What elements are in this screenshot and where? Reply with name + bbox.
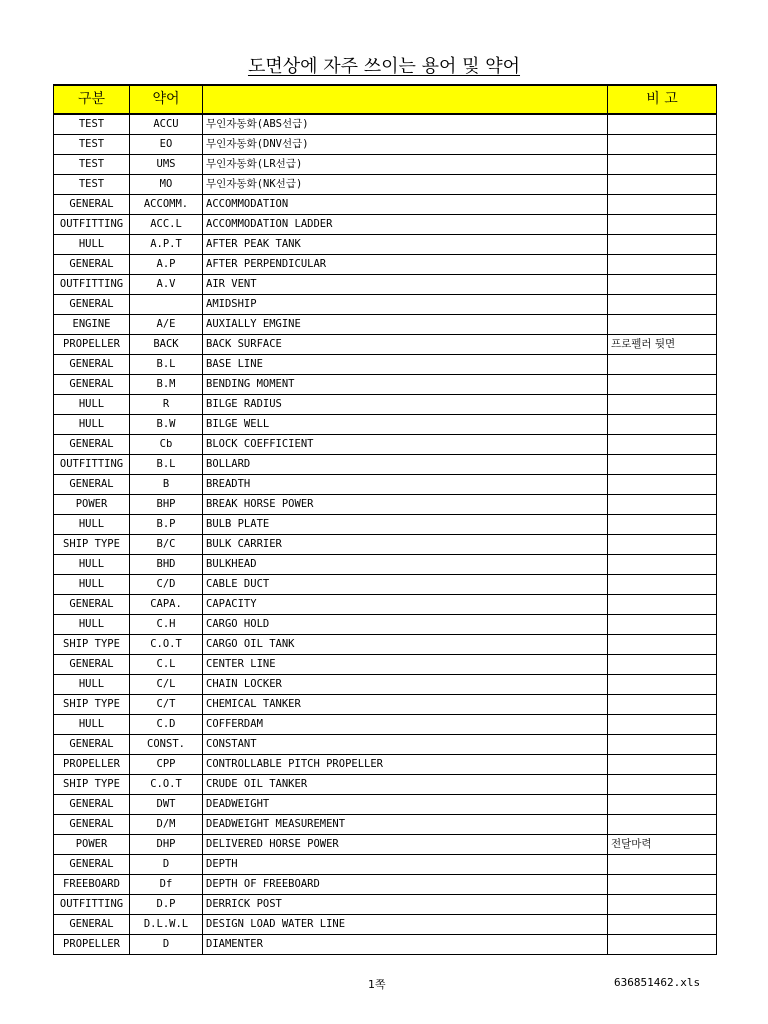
cell-remarks (608, 735, 717, 755)
cell-category: SHIP TYPE (54, 695, 130, 715)
cell-abbreviation: C.O.T (130, 775, 203, 795)
cell-category: HULL (54, 715, 130, 735)
cell-abbreviation: C.D (130, 715, 203, 735)
cell-term: CHAIN LOCKER (203, 675, 608, 695)
cell-remarks (608, 295, 717, 315)
cell-term: 무인자동화(LR선급) (203, 155, 608, 175)
cell-remarks (608, 535, 717, 555)
cell-term: AFTER PERPENDICULAR (203, 255, 608, 275)
header-remarks: 비 고 (608, 85, 717, 114)
cell-term: AIR VENT (203, 275, 608, 295)
cell-remarks (608, 475, 717, 495)
cell-remarks (608, 595, 717, 615)
table-row (54, 875, 717, 895)
cell-category: GENERAL (54, 435, 130, 455)
table-row (54, 155, 717, 175)
table-row (54, 415, 717, 435)
cell-remarks: 전달마력 (608, 835, 717, 855)
cell-category: PROPELLER (54, 935, 130, 955)
cell-abbreviation: A/E (130, 315, 203, 335)
cell-category: POWER (54, 495, 130, 515)
cell-category: FREEBOARD (54, 875, 130, 895)
cell-abbreviation: C/T (130, 695, 203, 715)
cell-remarks (608, 555, 717, 575)
table-row (54, 275, 717, 295)
document-title-text: 도면상에 자주 쓰이는 용어 및 약어 (247, 56, 521, 77)
cell-category: HULL (54, 415, 130, 435)
table-row (54, 775, 717, 795)
cell-term: BILGE WELL (203, 415, 608, 435)
cell-abbreviation: C.O.T (130, 635, 203, 655)
cell-term: CENTER LINE (203, 655, 608, 675)
cell-remarks (608, 775, 717, 795)
cell-remarks (608, 575, 717, 595)
cell-abbreviation: Df (130, 875, 203, 895)
cell-abbreviation: ACCU (130, 114, 203, 135)
cell-term: AMIDSHIP (203, 295, 608, 315)
cell-term: BOLLARD (203, 455, 608, 475)
cell-remarks (608, 155, 717, 175)
cell-term: CABLE DUCT (203, 575, 608, 595)
cell-term: ACCOMMODATION LADDER (203, 215, 608, 235)
table-row (54, 375, 717, 395)
cell-abbreviation: C.H (130, 615, 203, 635)
cell-abbreviation: DHP (130, 835, 203, 855)
table-row (54, 895, 717, 915)
cell-category: GENERAL (54, 655, 130, 675)
cell-remarks (608, 855, 717, 875)
cell-term: DIAMENTER (203, 935, 608, 955)
cell-remarks (608, 355, 717, 375)
cell-abbreviation: B.P (130, 515, 203, 535)
cell-abbreviation: B.M (130, 375, 203, 395)
table-row (54, 715, 717, 735)
table-row (54, 495, 717, 515)
cell-category: GENERAL (54, 375, 130, 395)
cell-category: HULL (54, 675, 130, 695)
cell-category: HULL (54, 235, 130, 255)
cell-abbreviation: MO (130, 175, 203, 195)
cell-remarks (608, 655, 717, 675)
cell-abbreviation: C/D (130, 575, 203, 595)
cell-remarks (608, 695, 717, 715)
cell-category: GENERAL (54, 195, 130, 215)
cell-abbreviation: CONST. (130, 735, 203, 755)
cell-category: HULL (54, 615, 130, 635)
cell-category: TEST (54, 135, 130, 155)
cell-abbreviation: A.P (130, 255, 203, 275)
cell-abbreviation: A.P.T (130, 235, 203, 255)
cell-abbreviation: D (130, 855, 203, 875)
cell-category: GENERAL (54, 735, 130, 755)
cell-category: HULL (54, 395, 130, 415)
cell-category: GENERAL (54, 255, 130, 275)
table-row (54, 795, 717, 815)
cell-term: CARGO OIL TANK (203, 635, 608, 655)
cell-remarks (608, 114, 717, 135)
table-row (54, 675, 717, 695)
table-row (54, 575, 717, 595)
table-row (54, 815, 717, 835)
cell-category: PROPELLER (54, 335, 130, 355)
table-row (54, 515, 717, 535)
cell-remarks (608, 635, 717, 655)
table-row (54, 295, 717, 315)
table-row (54, 555, 717, 575)
cell-category: TEST (54, 155, 130, 175)
cell-category: SHIP TYPE (54, 775, 130, 795)
cell-term: CARGO HOLD (203, 615, 608, 635)
cell-term: AUXIALLY EMGINE (203, 315, 608, 335)
cell-term: CONSTANT (203, 735, 608, 755)
table-row (54, 435, 717, 455)
cell-remarks (608, 255, 717, 275)
cell-abbreviation: B.W (130, 415, 203, 435)
cell-remarks (608, 915, 717, 935)
cell-term: CONTROLLABLE PITCH PROPELLER (203, 755, 608, 775)
cell-term: BULK CARRIER (203, 535, 608, 555)
cell-category: HULL (54, 575, 130, 595)
cell-remarks (608, 755, 717, 775)
table-row (54, 195, 717, 215)
cell-category: GENERAL (54, 295, 130, 315)
file-name: 636851462.xls (614, 976, 701, 989)
cell-abbreviation: CAPA. (130, 595, 203, 615)
cell-remarks (608, 235, 717, 255)
cell-term: BLOCK COEFFICIENT (203, 435, 608, 455)
cell-term: ACCOMMODATION (203, 195, 608, 215)
cell-term: 무인자동화(ABS선급) (203, 114, 608, 135)
cell-category: OUTFITTING (54, 455, 130, 475)
cell-category: OUTFITTING (54, 275, 130, 295)
cell-abbreviation: ACCOMM. (130, 195, 203, 215)
cell-remarks: 프로펠러 뒷면 (608, 335, 717, 355)
cell-term: BACK SURFACE (203, 335, 608, 355)
cell-category: GENERAL (54, 475, 130, 495)
cell-remarks (608, 195, 717, 215)
page-number: 1쪽 (368, 978, 386, 991)
cell-abbreviation: C.L (130, 655, 203, 675)
cell-abbreviation: ACC.L (130, 215, 203, 235)
cell-category: GENERAL (54, 355, 130, 375)
table-row (54, 635, 717, 655)
table-row (54, 335, 717, 355)
cell-term: BENDING MOMENT (203, 375, 608, 395)
cell-remarks (608, 795, 717, 815)
cell-abbreviation: D.P (130, 895, 203, 915)
cell-term: DEPTH OF FREEBOARD (203, 875, 608, 895)
cell-term: 무인자동화(DNV선급) (203, 135, 608, 155)
cell-category: HULL (54, 555, 130, 575)
table-row (54, 315, 717, 335)
header-term (203, 85, 608, 114)
cell-term: CHEMICAL TANKER (203, 695, 608, 715)
cell-abbreviation: B.L (130, 355, 203, 375)
table-row (54, 355, 717, 375)
cell-term: CRUDE OIL TANKER (203, 775, 608, 795)
cell-remarks (608, 935, 717, 955)
cell-category: SHIP TYPE (54, 635, 130, 655)
cell-category: TEST (54, 175, 130, 195)
cell-abbreviation: CPP (130, 755, 203, 775)
cell-abbreviation: B.L (130, 455, 203, 475)
table-row (54, 475, 717, 495)
cell-category: ENGINE (54, 315, 130, 335)
cell-category: GENERAL (54, 795, 130, 815)
cell-category: OUTFITTING (54, 215, 130, 235)
cell-category: OUTFITTING (54, 895, 130, 915)
cell-abbreviation: A.V (130, 275, 203, 295)
cell-category: GENERAL (54, 855, 130, 875)
table-header-row (54, 85, 717, 114)
table-row (54, 395, 717, 415)
cell-category: TEST (54, 114, 130, 135)
table-row (54, 735, 717, 755)
cell-abbreviation: UMS (130, 155, 203, 175)
cell-abbreviation: BHP (130, 495, 203, 515)
table-row (54, 835, 717, 855)
cell-remarks (608, 815, 717, 835)
table-row (54, 935, 717, 955)
cell-category: SHIP TYPE (54, 535, 130, 555)
cell-remarks (608, 515, 717, 535)
cell-abbreviation: D/M (130, 815, 203, 835)
table-row (54, 535, 717, 555)
cell-category: PROPELLER (54, 755, 130, 775)
cell-abbreviation: EO (130, 135, 203, 155)
cell-remarks (608, 495, 717, 515)
cell-term: AFTER PEAK TANK (203, 235, 608, 255)
header-abbreviation: 약어 (130, 85, 203, 114)
cell-remarks (608, 135, 717, 155)
cell-abbreviation (130, 295, 203, 315)
table-row (54, 114, 717, 135)
cell-category: GENERAL (54, 595, 130, 615)
cell-remarks (608, 875, 717, 895)
cell-remarks (608, 715, 717, 735)
cell-term: BREAK HORSE POWER (203, 495, 608, 515)
cell-term: DERRICK POST (203, 895, 608, 915)
cell-abbreviation: R (130, 395, 203, 415)
cell-term: DEADWEIGHT (203, 795, 608, 815)
cell-term: BASE LINE (203, 355, 608, 375)
cell-category: HULL (54, 515, 130, 535)
cell-term: COFFERDAM (203, 715, 608, 735)
cell-term: 무인자동화(NK선급) (203, 175, 608, 195)
cell-term: DESIGN LOAD WATER LINE (203, 915, 608, 935)
cell-abbreviation: DWT (130, 795, 203, 815)
terms-table (53, 84, 717, 955)
table-row (54, 695, 717, 715)
cell-abbreviation: B (130, 475, 203, 495)
document-title (0, 56, 768, 78)
cell-remarks (608, 675, 717, 695)
cell-remarks (608, 215, 717, 235)
header-category: 구분 (54, 85, 130, 114)
cell-remarks (608, 415, 717, 435)
table-row (54, 175, 717, 195)
cell-term: CAPACITY (203, 595, 608, 615)
cell-remarks (608, 455, 717, 475)
cell-term: DELIVERED HORSE POWER (203, 835, 608, 855)
cell-remarks (608, 275, 717, 295)
cell-abbreviation: C/L (130, 675, 203, 695)
cell-category: POWER (54, 835, 130, 855)
table-row (54, 595, 717, 615)
table-row (54, 855, 717, 875)
table-row (54, 135, 717, 155)
cell-remarks (608, 175, 717, 195)
cell-abbreviation: BACK (130, 335, 203, 355)
cell-abbreviation: D (130, 935, 203, 955)
table-row (54, 755, 717, 775)
cell-remarks (608, 315, 717, 335)
cell-term: BULKHEAD (203, 555, 608, 575)
cell-term: BULB PLATE (203, 515, 608, 535)
cell-term: DEPTH (203, 855, 608, 875)
table-row (54, 255, 717, 275)
table-row (54, 455, 717, 475)
table-row (54, 235, 717, 255)
table-row (54, 915, 717, 935)
table-row (54, 215, 717, 235)
cell-abbreviation: D.L.W.L (130, 915, 203, 935)
cell-remarks (608, 615, 717, 635)
cell-term: BILGE RADIUS (203, 395, 608, 415)
cell-category: GENERAL (54, 915, 130, 935)
table-row (54, 655, 717, 675)
cell-category: GENERAL (54, 815, 130, 835)
table-row (54, 615, 717, 635)
cell-remarks (608, 435, 717, 455)
cell-abbreviation: B/C (130, 535, 203, 555)
table-body (54, 114, 717, 955)
cell-abbreviation: BHD (130, 555, 203, 575)
cell-term: BREADTH (203, 475, 608, 495)
cell-abbreviation: Cb (130, 435, 203, 455)
cell-remarks (608, 395, 717, 415)
cell-remarks (608, 895, 717, 915)
cell-term: DEADWEIGHT MEASUREMENT (203, 815, 608, 835)
cell-remarks (608, 375, 717, 395)
